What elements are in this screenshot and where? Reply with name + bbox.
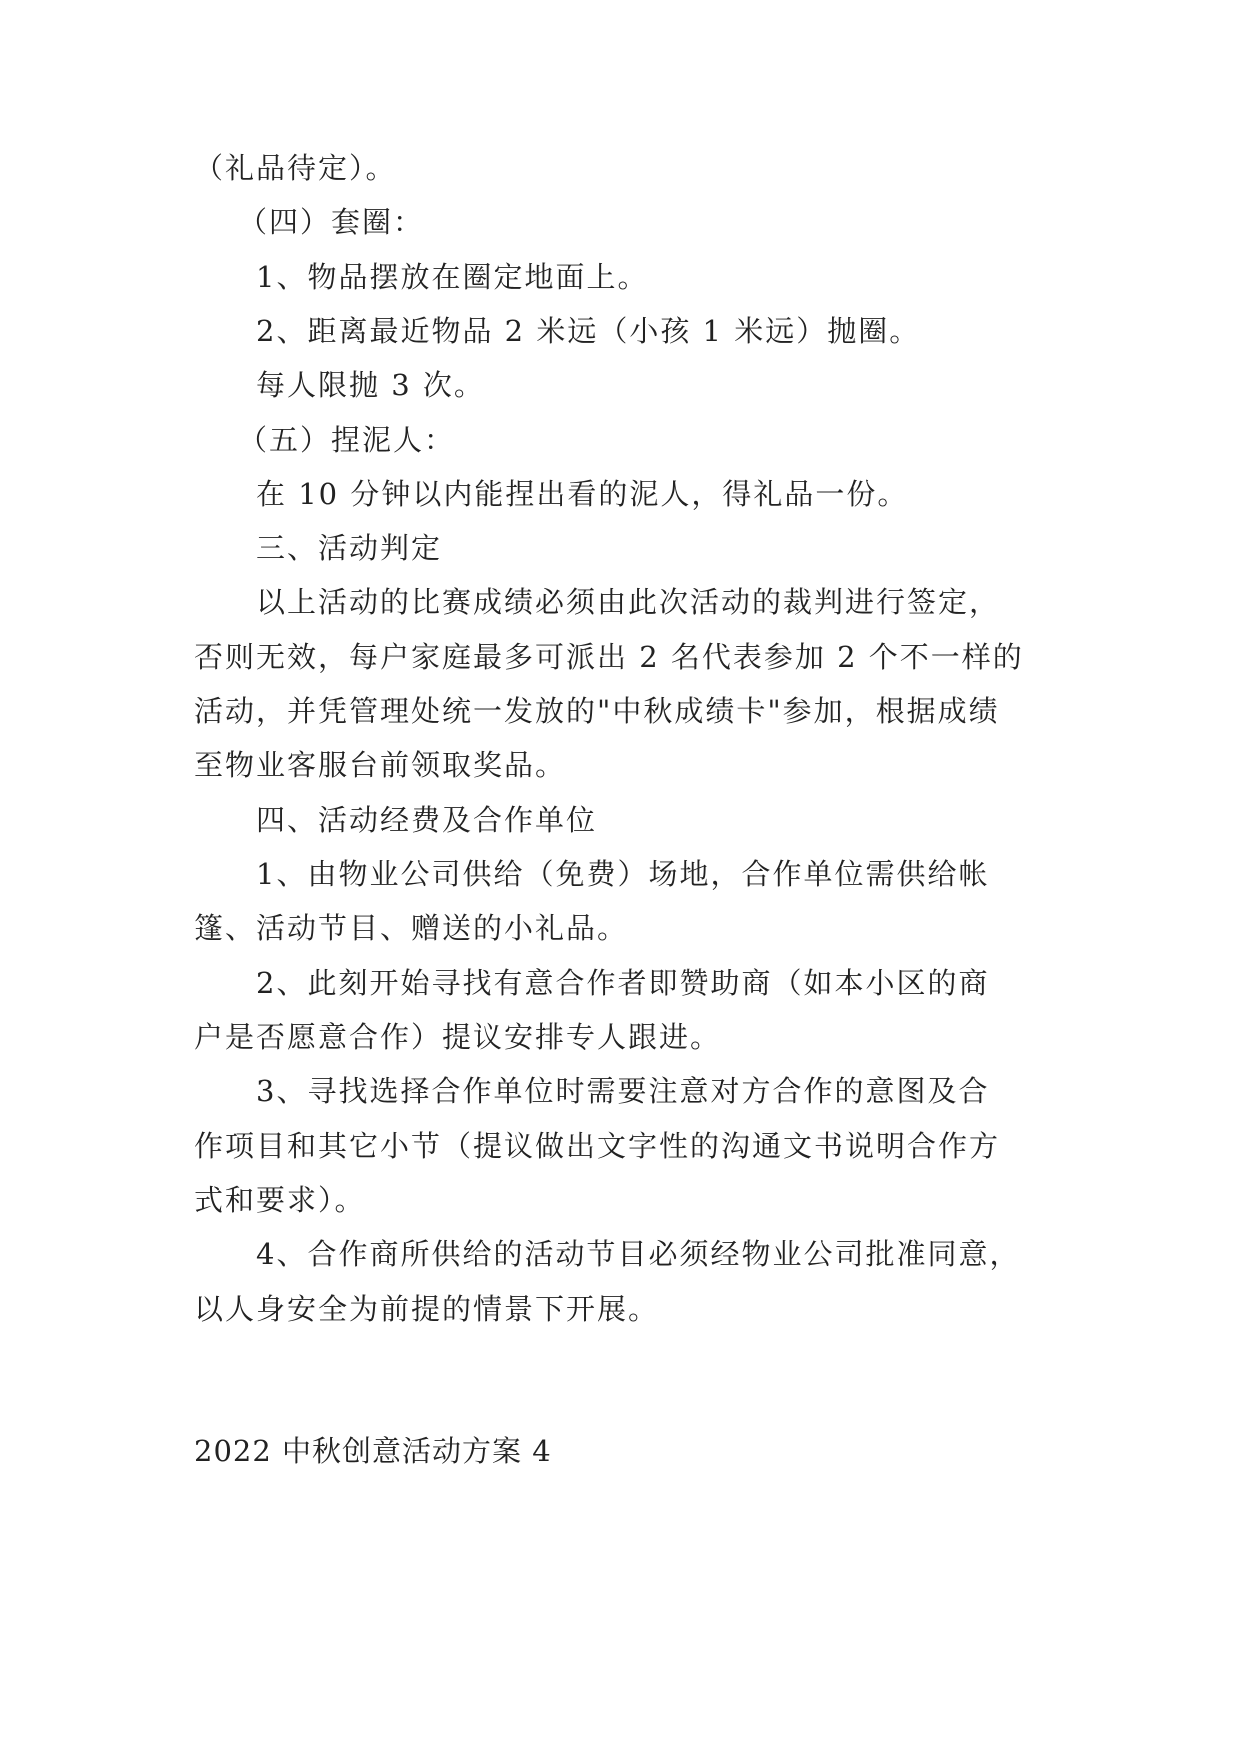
subheading-clay-figures: （五）捏泥人： bbox=[238, 423, 456, 457]
text-line: 户是否愿意合作）提议安排专人跟进。 bbox=[194, 1020, 722, 1054]
text-line: 4、合作商所供给的活动节目必须经物业公司批准同意， bbox=[256, 1237, 1021, 1271]
text-line: 式和要求）。 bbox=[194, 1183, 366, 1217]
text-line: 每人限抛 3 次。 bbox=[256, 368, 485, 402]
section-heading-judging: 三、活动判定 bbox=[256, 531, 443, 565]
text-line: 在 10 分钟以内能捏出看的泥人，得礼品一份。 bbox=[256, 477, 909, 511]
text-line: 篷、活动节目、赠送的小礼品。 bbox=[194, 911, 629, 945]
text-line: 1、物品摆放在圈定地面上。 bbox=[256, 260, 649, 294]
text-line: 1、由物业公司供给（免费）场地，合作单位需供给帐 bbox=[256, 857, 990, 891]
subheading-ring-toss: （四）套圈： bbox=[238, 205, 425, 239]
text-line: 否则无效，每户家庭最多可派出 2 名代表参加 2 个不一样的 bbox=[194, 640, 1024, 674]
text-line: 3、寻找选择合作单位时需要注意对方合作的意图及合 bbox=[256, 1074, 990, 1108]
text-line: 2、距离最近物品 2 米远（小孩 1 米远）抛圈。 bbox=[256, 314, 921, 348]
section-title: 2022 中秋创意活动方案 4 bbox=[194, 1434, 552, 1468]
text-line: 至物业客服台前领取奖品。 bbox=[194, 748, 567, 782]
text-line: 2、此刻开始寻找有意合作者即赞助商（如本小区的商 bbox=[256, 966, 990, 1000]
text-line: 作项目和其它小节（提议做出文字性的沟通文书说明合作方 bbox=[194, 1129, 1001, 1163]
text-line: 以上活动的比赛成绩必须由此次活动的裁判进行签定， bbox=[256, 585, 1001, 619]
text-line: （礼品待定）。 bbox=[194, 151, 397, 185]
text-line: 以人身安全为前提的情景下开展。 bbox=[194, 1292, 660, 1326]
text-line: 活动，并凭管理处统一发放的"中秋成绩卡"参加，根据成绩 bbox=[194, 694, 1000, 728]
section-heading-funding: 四、活动经费及合作单位 bbox=[256, 803, 598, 837]
